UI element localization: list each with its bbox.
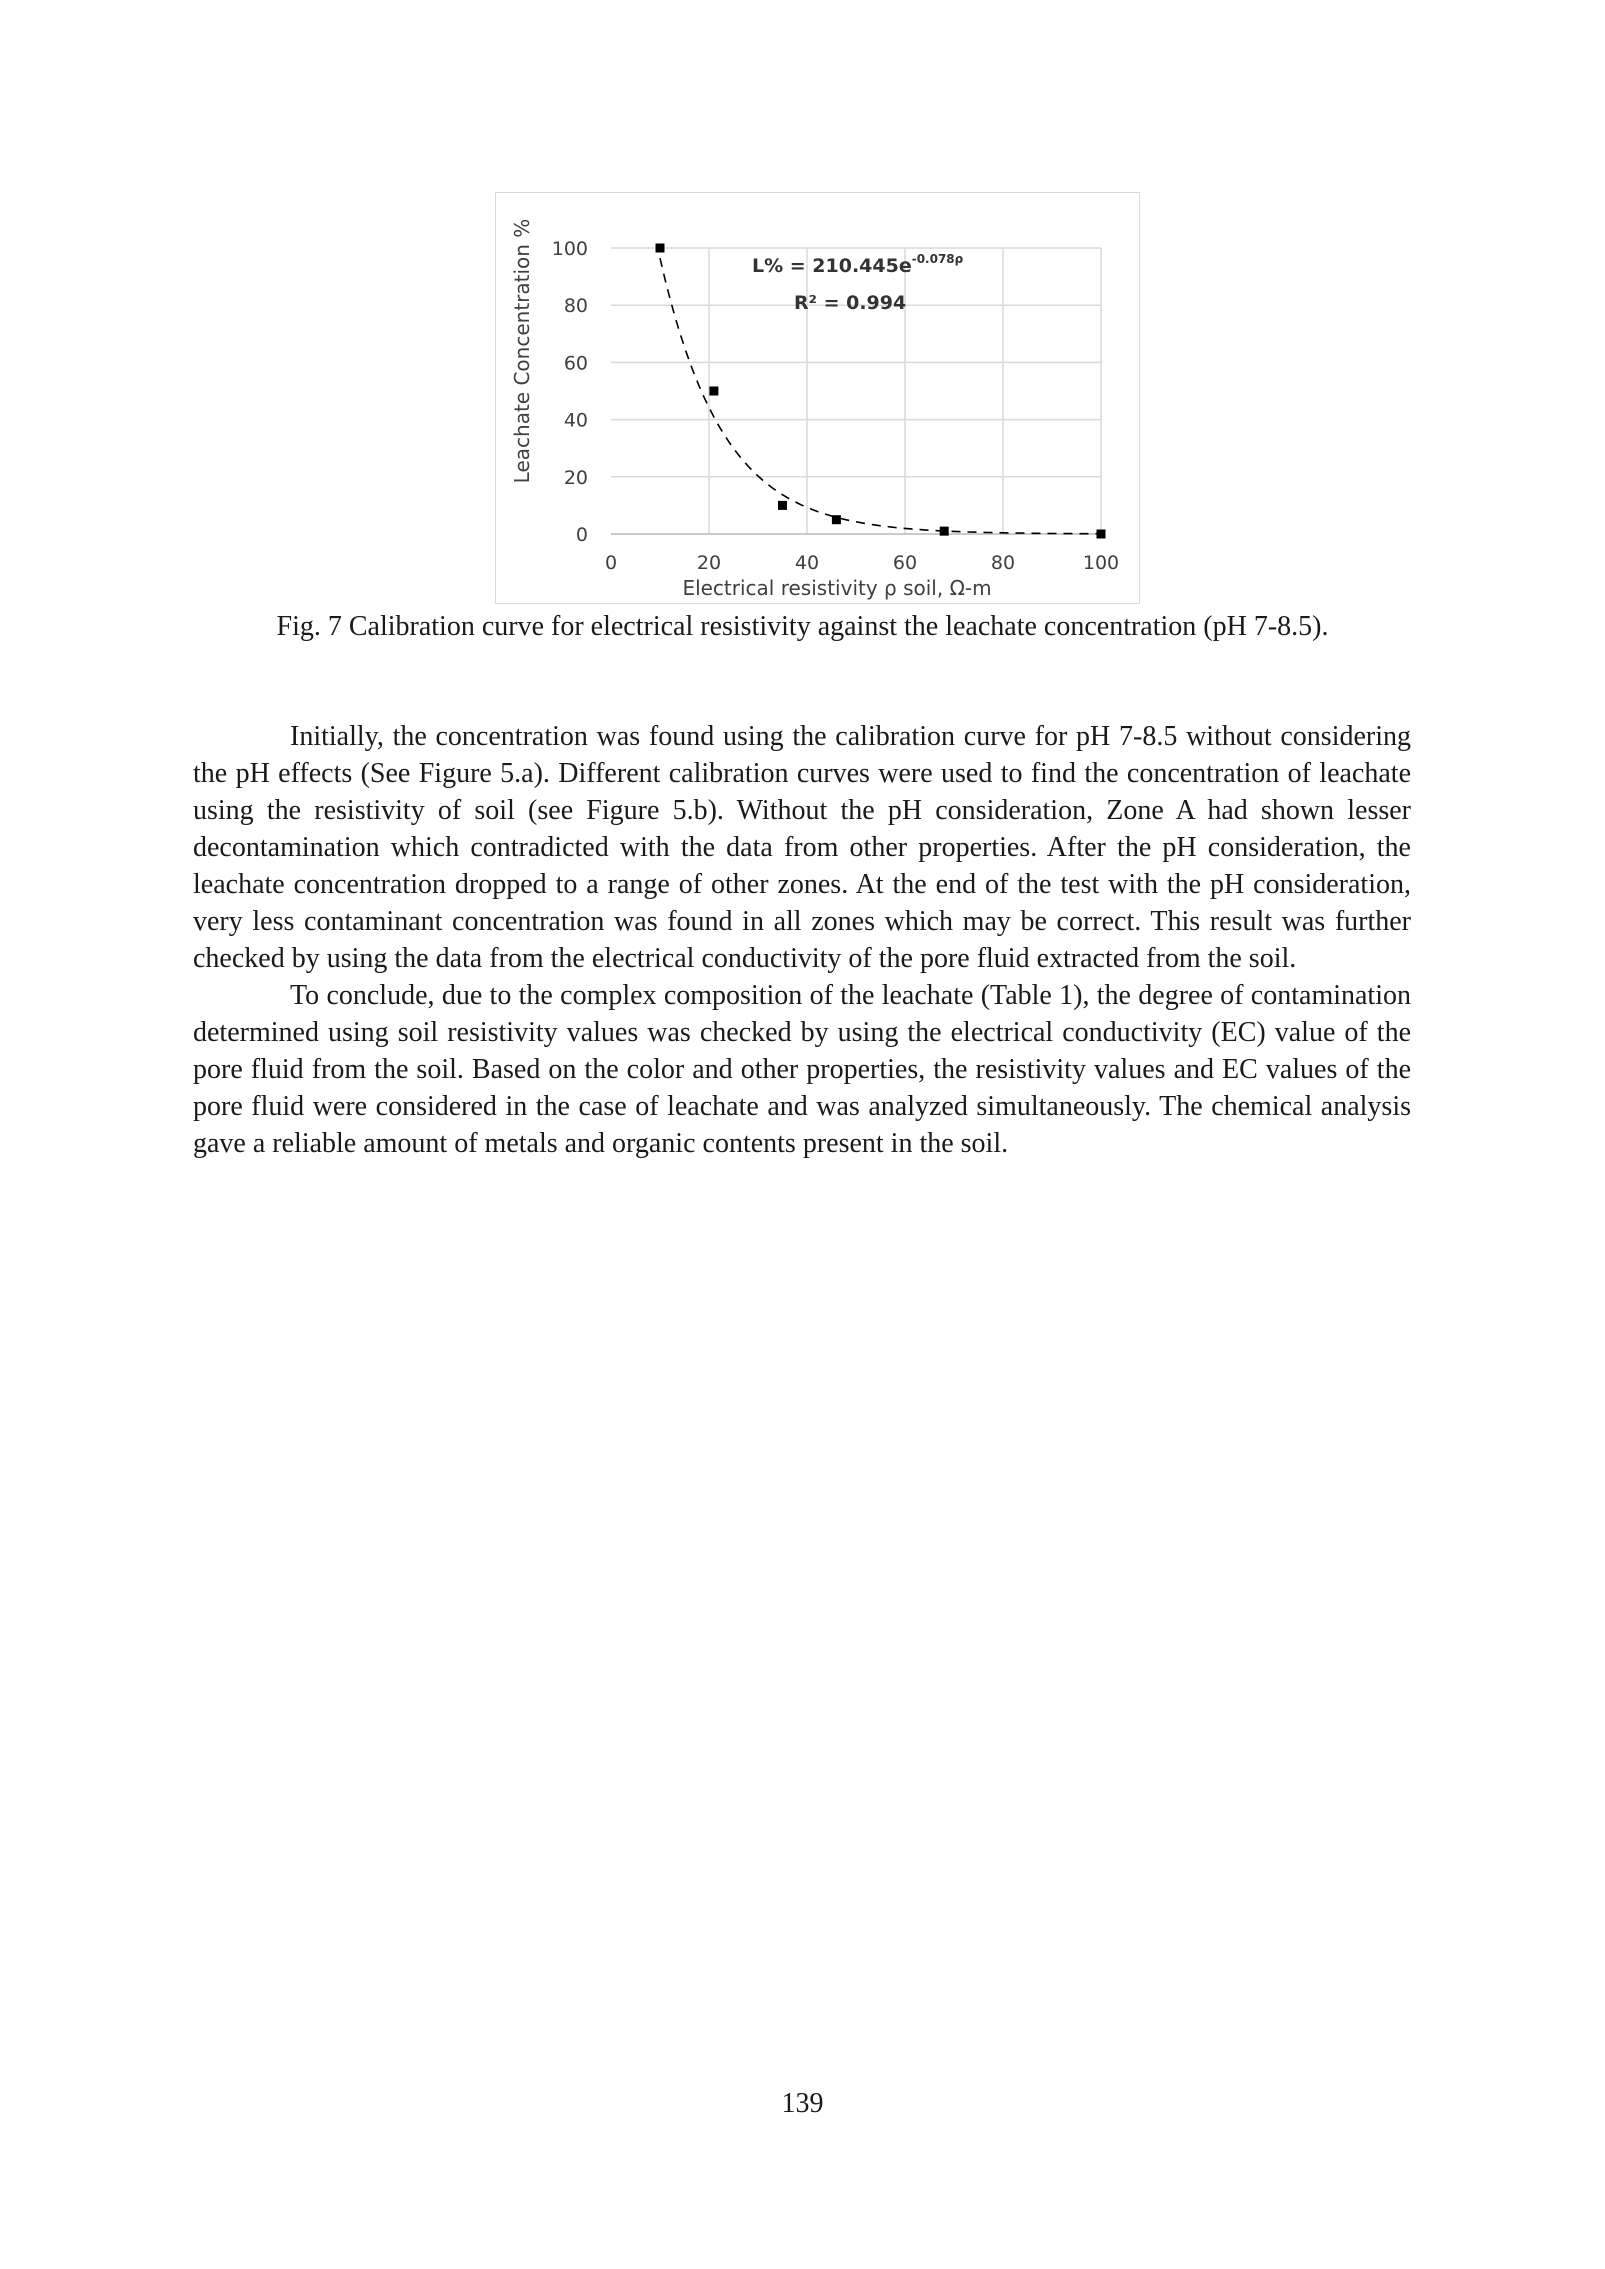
page-number: 139 bbox=[781, 2088, 824, 2119]
r-squared-label: R² = 0.994 bbox=[794, 292, 907, 314]
x-tick-label: 40 bbox=[794, 552, 820, 574]
paragraph-2: To conclude, due to the complex composition of the leachate (Table 1), the degree of contamination determined using soil resistivity values was checked by using the electrical conductivity (EC) value of the pore fluid from the soil. Based on the color and other properties, the resistivity values and EC values of the pore fluid were considered in the case of leachate and was analyzed simultaneously. The chemical analysis gave a reliable amount of metals and organic contents present in the soil. bbox=[193, 980, 1411, 1159]
y-tick-label: 40 bbox=[563, 409, 588, 432]
data-point bbox=[1097, 530, 1106, 539]
x-tick-label: 60 bbox=[892, 552, 918, 574]
y-tick-label: 60 bbox=[563, 352, 588, 375]
x-tick-label: 20 bbox=[696, 552, 722, 574]
y-tick-label: 100 bbox=[551, 238, 588, 260]
y-axis-label: Leachate Concentration % bbox=[510, 218, 534, 484]
figure-caption: Fig. 7 Calibration curve for electrical resistivity against the leachate concentration (pH 7-8.5). bbox=[276, 611, 1329, 642]
data-point bbox=[940, 527, 949, 536]
data-point bbox=[656, 244, 665, 253]
y-tick-label: 80 bbox=[563, 295, 588, 318]
y-tick-label: 0 bbox=[575, 524, 588, 546]
trendline-equation: $L\% = 210.445e^{-0.078\rho}$ bbox=[752, 252, 964, 277]
x-tick-label: 100 bbox=[1082, 552, 1120, 574]
x-tick-label: 80 bbox=[990, 552, 1016, 574]
data-point bbox=[709, 387, 718, 396]
data-point bbox=[832, 515, 841, 524]
x-axis-label: Electrical resistivity ρ soil, Ω-m bbox=[682, 576, 992, 600]
calibration-figure bbox=[495, 192, 1140, 604]
calibration-chart bbox=[496, 193, 1141, 605]
y-tick-label: 20 bbox=[563, 466, 588, 489]
x-tick-label: 0 bbox=[604, 552, 618, 574]
body-text bbox=[193, 718, 1411, 1162]
data-point bbox=[778, 501, 787, 510]
paragraph-1: Initially, the concentration was found using the calibration curve for pH 7-8.5 without considering the pH effects (See Figure 5.a). Different calibration curves were used to find the concentration of leachate using the resistivity of soil (see Figure 5.b). Without the pH consideration, Zone A had shown lesser decontamination which contradicted with the data from other properties. After the pH consideration, the leachate concentration dropped to a range of other zones. At the end of the test with the pH consideration, very less contaminant concentration was found in all zones which may be correct. This result was further checked by using the data from the electrical conductivity of the pore fluid extracted from the soil. bbox=[193, 721, 1411, 974]
